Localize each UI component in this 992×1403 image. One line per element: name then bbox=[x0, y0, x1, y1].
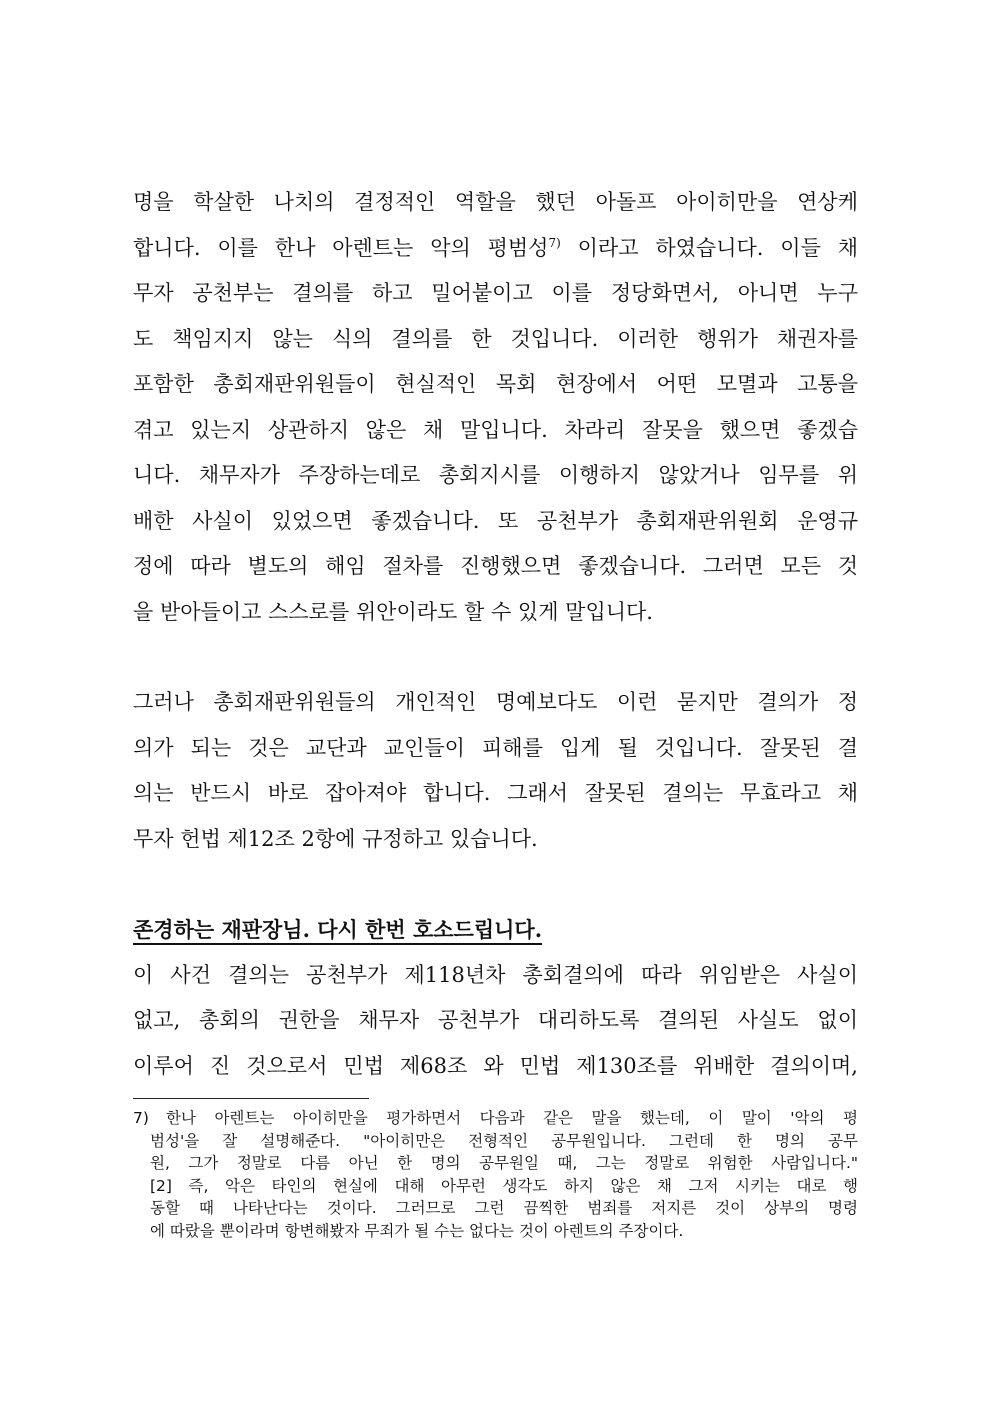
text-line-with-footnote bbox=[133, 226, 858, 272]
text-segment: 합니다. 이를 한나 아렌트는 악의 평범성 bbox=[133, 235, 549, 260]
text-line: 배한 사실이 있었으면 좋겠습니다. 또 공천부가 총회재판위원회 운영규 bbox=[133, 508, 858, 533]
footnote-line bbox=[133, 1107, 858, 1130]
text-line: 명을 학살한 나치의 결정적인 역할을 했던 아돌프 아이히만을 연상케 bbox=[133, 190, 858, 214]
document-body bbox=[133, 180, 858, 1089]
footnote-line: 에 따랐을 뿐이라며 항변해봤자 무죄가 될 수는 없다는 것이 아렌트의 주장이다. bbox=[150, 1221, 684, 1240]
paragraph-spacer bbox=[133, 635, 858, 680]
text-line: 그러나 총회재판위원들의 개인적인 명예보다도 이런 묻지만 결의가 정 bbox=[133, 690, 858, 714]
text-line: 정에 따라 별도의 해임 절차를 진행했으면 좋겠습니다. 그러면 모든 것 bbox=[133, 554, 858, 578]
text-line: 무자 헌법 제12조 2항에 규정하고 있습니다. bbox=[133, 826, 538, 851]
footnote-separator bbox=[133, 1098, 369, 1099]
text-line: 이 사건 결의는 공천부가 제118년차 총회결의에 따라 위임받은 사실이 bbox=[133, 962, 858, 987]
text-line: 을 받아들이고 스스로를 위안이라도 할 수 있게 말입니다. bbox=[133, 599, 653, 624]
paragraph-2 bbox=[133, 680, 858, 862]
footnote-text: 한나 아렌트는 아이히만을 평가하면서 다음과 같은 말을 했는데, 이 말이 '악의 평 bbox=[166, 1109, 858, 1127]
paragraph-1 bbox=[133, 180, 858, 635]
section-heading: 존경하는 재판장님. 다시 한번 호소드립니다. bbox=[133, 917, 543, 942]
text-line: 없고, 총회의 권한을 채무자 공천부가 대리하도록 결의된 사실도 없이 bbox=[133, 1008, 858, 1032]
text-segment: 이라고 하였습니다. 이들 채 bbox=[560, 235, 858, 260]
footnote-line: 원, 그가 정말로 다름 아닌 한 명의 공무원일 때, 그는 정말로 위험한 사람입니다." bbox=[150, 1154, 858, 1172]
paragraph-3 bbox=[133, 953, 858, 1090]
text-line: 도 책임지지 않는 식의 결의를 한 것입니다. 이러한 행위가 채권자를 bbox=[133, 326, 858, 351]
footnote-line: [2] 즉, 악은 타인의 현실에 대해 아무런 생각도 하지 않은 채 그저 시키는 대로 행 bbox=[150, 1176, 858, 1195]
text-line: 겪고 있는지 상관하지 않은 채 말입니다. 차라리 잘못을 했으면 좋겠습 bbox=[133, 417, 858, 442]
footnote-line: 동할 때 나타난다는 것이다. 그러므로 그런 끔찍한 범죄를 저지른 것이 상부의 명령 bbox=[150, 1199, 858, 1217]
text-line: 무자 공천부는 결의를 하고 밀어붙이고 이를 정당화면서, 아니면 누구 bbox=[133, 281, 858, 305]
footnote-number: 7) bbox=[133, 1109, 149, 1127]
text-line: 니다. 채무자가 주장하는데로 총회지시를 이행하지 않았거나 임무를 위 bbox=[133, 463, 858, 487]
paragraph-spacer bbox=[133, 862, 858, 907]
text-line: 의는 반드시 바로 잡아져야 합니다. 그래서 잘못된 결의는 무효라고 채 bbox=[133, 781, 858, 805]
footnote bbox=[133, 1107, 858, 1242]
text-line: 이루어 진 것으로서 민법 제68조 와 민법 제130조를 위배한 결의이며, bbox=[133, 1053, 858, 1078]
text-line: 포함한 총회재판위원들이 현실적인 목회 현장에서 어떤 모멸과 고통을 bbox=[133, 372, 858, 396]
footnote-line: 범성'을 잘 설명해준다. "아이히만은 전형적인 공무원입니다. 그런데 한 명의 공무 bbox=[150, 1131, 858, 1150]
text-line: 의가 되는 것은 교단과 교인들이 피해를 입게 될 것입니다. 잘못된 결 bbox=[133, 735, 858, 760]
footnote-reference[interactable]: 7) bbox=[548, 235, 561, 250]
